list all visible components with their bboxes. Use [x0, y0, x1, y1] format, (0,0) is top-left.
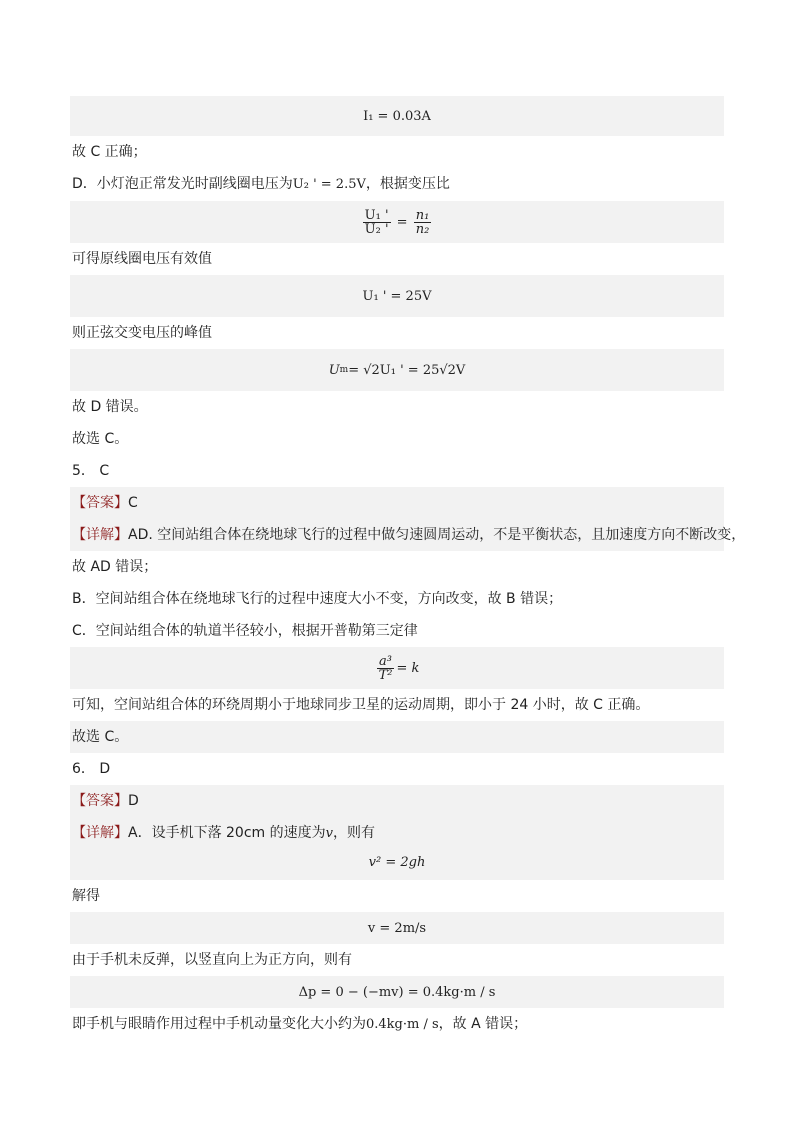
equation-transformer-ratio: $\frac{\text{U₁ '}}{\text{U₂ '}}$ = $\frac{\text{n₁}}{\text{n₂}}$ — [70, 201, 724, 243]
equation-u1: U₁ ' = 25V — [70, 275, 724, 317]
text-no-bounce: 由于手机未反弹，以竖直向上为正方向，则有 — [72, 952, 352, 968]
text-d-intro: D．小灯泡正常发光时副线圈电压为U₂ ' = 2.5V，根据变压比 — [72, 176, 450, 192]
equation-v-squared: v² = 2gh — [368, 854, 426, 870]
text-b-wrong: B．空间站组合体在绕地球飞行的过程中速度大小不变，方向改变，故 B 错误； — [72, 591, 563, 607]
text-original-effective: 可得原线圈电压有效值 — [72, 251, 212, 267]
text-c-correct: 故 C 正确； — [72, 144, 147, 160]
question-5-detail: 【详解】AD. 空间站组合体在绕地球飞行的过程中做匀速圆周运动，不是平衡状态，且加速度方向不断改变， — [70, 519, 724, 551]
question-6-answer: 【答案】D — [70, 785, 724, 817]
text-solve: 解得 — [72, 888, 100, 904]
equation-i1: I₁ = 0.03A — [70, 96, 724, 136]
text-kepler-conclusion: 可知，空间站组合体的环绕周期小于地球同步卫星的运动周期，即小于 24 小时，故 C 正确。 — [72, 697, 650, 713]
question-6-detail-block — [70, 817, 724, 880]
ratio-lhs: $\frac{\text{U₁ '}}{\text{U₂ '}}$ — [364, 207, 389, 237]
text-ad-wrong: 故 AD 错误； — [72, 559, 158, 575]
equation-v: v = 2m/s — [70, 912, 724, 944]
text-peak: 则正弦交变电压的峰值 — [72, 325, 212, 341]
question-5-answer: 【答案】C — [70, 487, 724, 519]
ratio-rhs: $\frac{\text{n₁}}{\text{n₂}}$ — [415, 207, 430, 237]
text-final: 即手机与眼睛作用过程中手机动量变化大小约为0.4kg·m / s，故 A 错误； — [72, 1016, 528, 1032]
text-choose-c-1: 故选 C。 — [72, 431, 129, 447]
equation-momentum: Δp = 0 − (−mv) = 0.4kg·m / s — [70, 976, 724, 1008]
equation-um: U m = √2U₁ ' = 25√2V — [70, 349, 724, 391]
text-d-wrong: 故 D 错误。 — [72, 399, 148, 415]
question-6-detail: 【详解】A．设手机下落 20cm 的速度为v，则有 — [72, 825, 375, 841]
equation-kepler: $\frac{\text{a³}}{\text{T²}}$ = k — [70, 647, 724, 689]
question-5-number: 5． C — [72, 463, 110, 479]
document-page — [70, 96, 746, 1041]
question-6-number: 6． D — [72, 761, 111, 777]
text-c-kepler: C．空间站组合体的轨道半径较小，根据开普勒第三定律 — [72, 623, 418, 639]
text-choose-c-2: 故选 C。 — [70, 721, 724, 753]
